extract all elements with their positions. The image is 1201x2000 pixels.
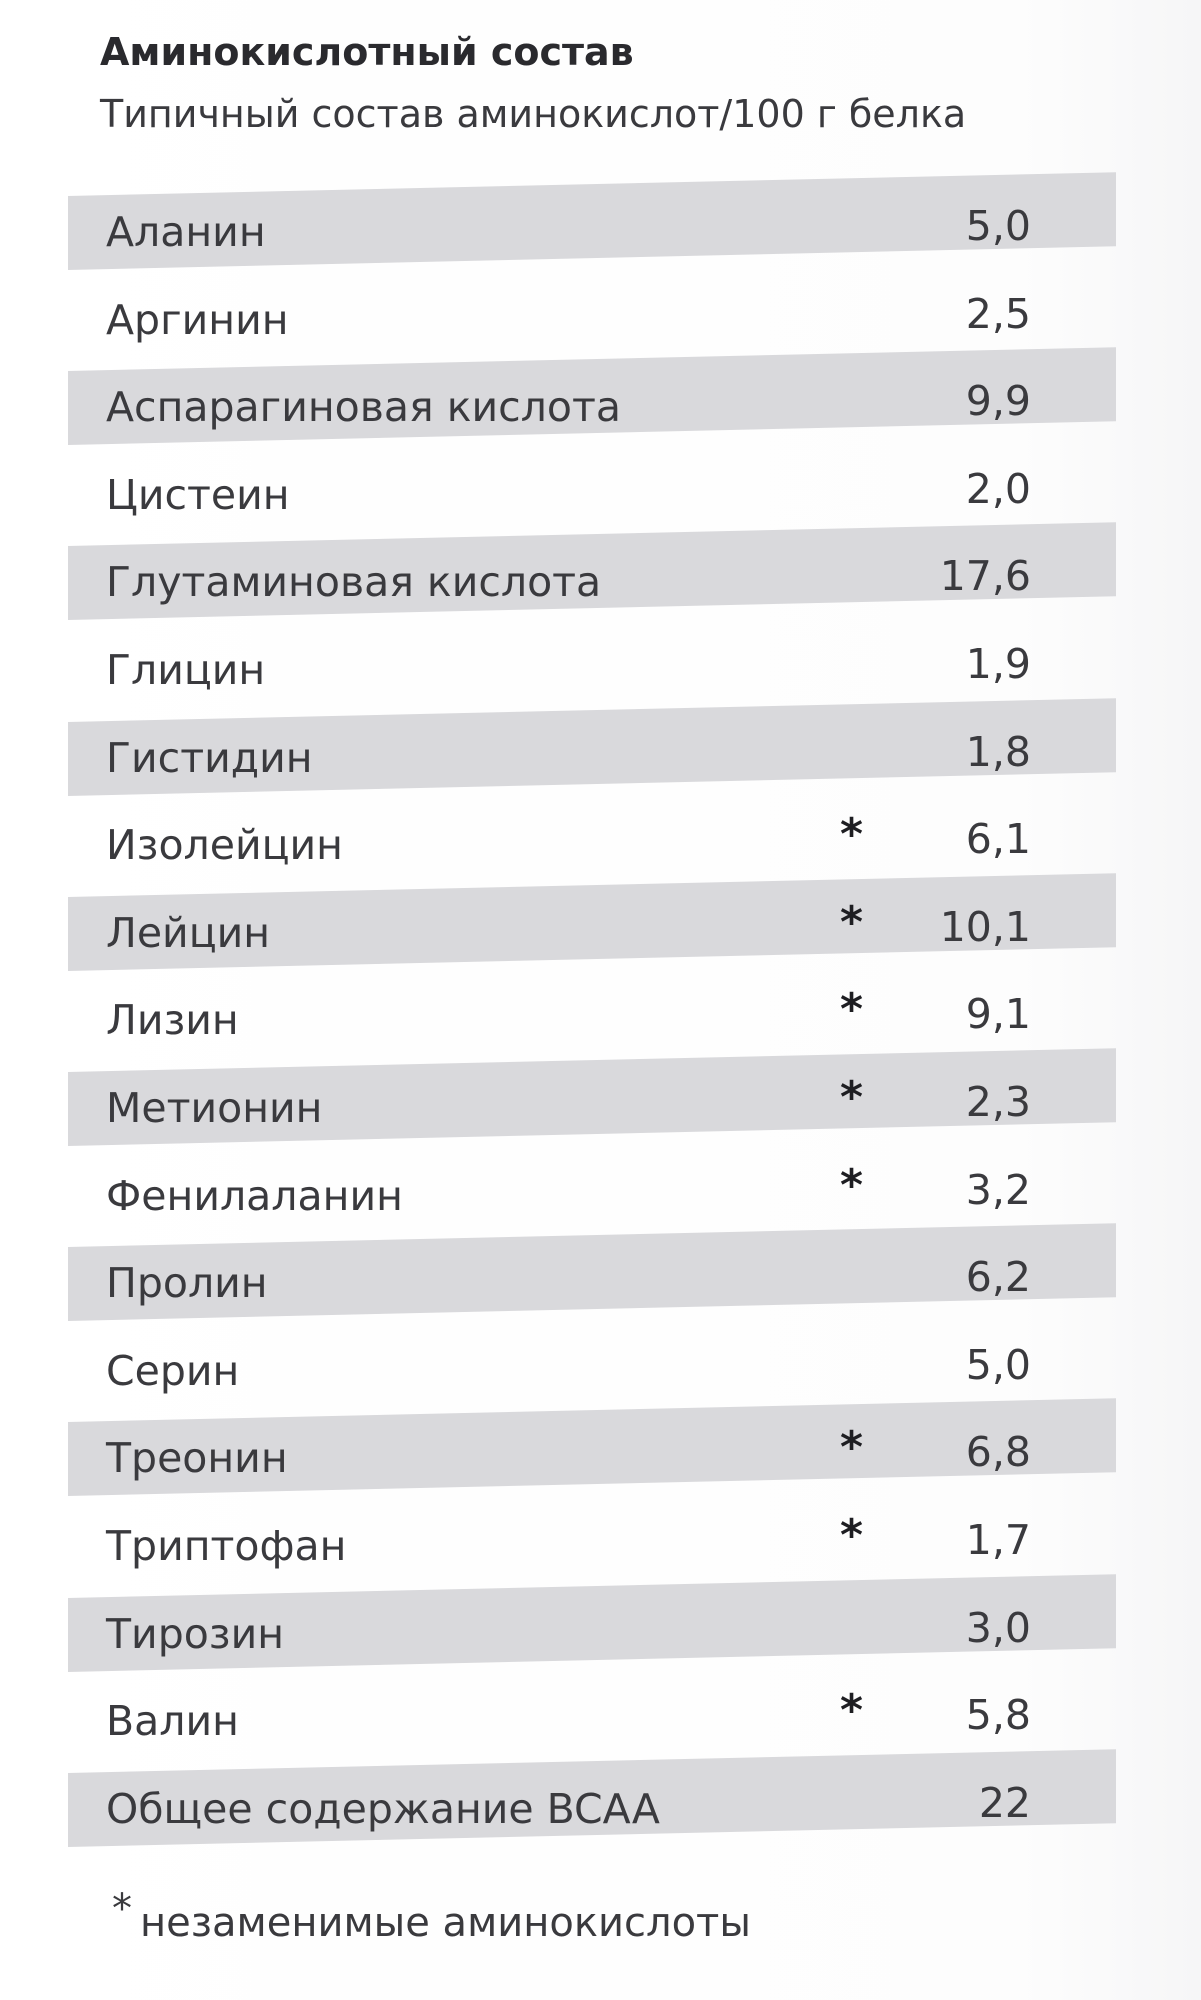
row-value: 10,1 [939,902,1031,951]
table-row [0,891,1201,979]
row-value: 22 [978,1778,1031,1827]
row-name: Серин [106,1346,240,1395]
footnote-text: незаменимые аминокислоты [140,1900,751,1946]
row-value: 2,5 [965,289,1031,338]
essential-marker: * [840,1071,864,1123]
row-value: 17,6 [939,552,1031,601]
row-name: Треонин [106,1434,288,1483]
row-value: 3,0 [965,1603,1031,1652]
row-name: Лейцин [106,908,271,957]
table-row [0,365,1201,453]
row-value: 9,9 [965,377,1031,426]
essential-marker: * [840,1422,864,1474]
row-value: 1,7 [965,1515,1031,1564]
row-name: Гистидин [106,733,313,782]
table-row [0,190,1201,278]
essential-marker: * [840,896,864,948]
footnote [112,1886,751,1946]
page-subtitle: Типичный состав аминокислот/100 г белка [100,92,967,136]
row-value: 6,1 [965,815,1031,864]
row-value: 6,8 [965,1428,1031,1477]
row-name: Аргинин [106,295,289,344]
row-value: 5,0 [965,1340,1031,1389]
total-bcaa-row [0,1767,1201,1855]
table-row [0,1592,1201,1680]
page-title: Аминокислотный состав [100,30,634,74]
footnote-star: * [112,1886,132,1932]
row-value: 6,2 [965,1253,1031,1302]
row-value: 2,0 [965,464,1031,513]
row-name: Цистеин [106,470,290,519]
row-name: Глутаминовая кислота [106,558,602,607]
amino-acid-table [0,190,1201,1854]
row-name: Валин [106,1697,239,1746]
essential-marker: * [840,809,864,861]
essential-marker: * [840,984,864,1036]
row-name: Пролин [106,1259,268,1308]
row-value: 1,9 [965,639,1031,688]
row-name: Лизин [106,996,239,1045]
table-row [0,1416,1201,1504]
table-row [0,1241,1201,1329]
row-name: Глицин [106,645,266,694]
row-name: Триптофан [106,1521,347,1570]
row-value: 1,8 [965,727,1031,776]
row-name: Фенилаланин [106,1171,403,1220]
row-value: 5,8 [965,1691,1031,1740]
row-value: 9,1 [965,990,1031,1039]
table-row [0,540,1201,628]
essential-marker: * [840,1685,864,1737]
row-value: 5,0 [965,202,1031,250]
row-name: Общее содержание BCAA [106,1784,660,1833]
row-value: 2,3 [965,1077,1031,1126]
table-row [0,1066,1201,1154]
table-row [0,716,1201,804]
essential-marker: * [840,1509,864,1561]
row-name: Тирозин [106,1609,285,1658]
row-name: Изолейцин [106,821,343,870]
essential-marker: * [840,1159,864,1211]
row-name: Аланин [106,208,266,256]
row-name: Метионин [106,1083,323,1132]
row-value: 3,2 [965,1165,1031,1214]
row-name: Аспарагиновая кислота [106,383,621,432]
